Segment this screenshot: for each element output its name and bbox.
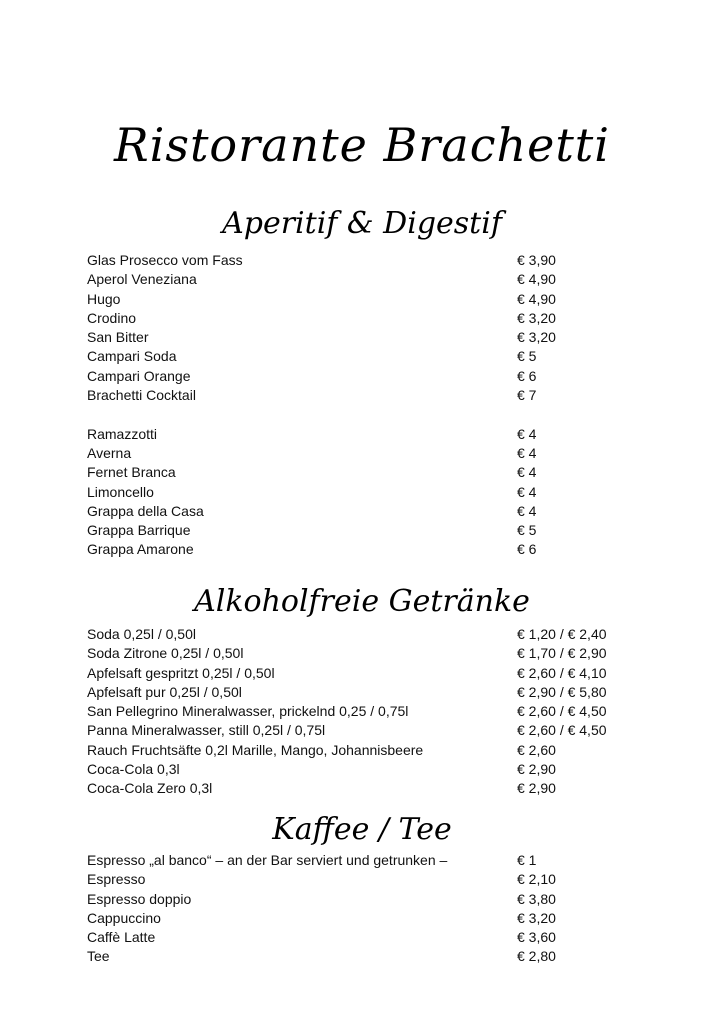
menu-item	[87, 644, 647, 663]
item-name: Fernet Branca	[87, 464, 176, 481]
menu-list-kaffee	[87, 851, 647, 967]
item-price: € 5	[517, 348, 537, 365]
item-price: € 6	[517, 367, 537, 384]
menu-item	[87, 328, 647, 347]
section-heading-kaffee: Kaffee / Tee	[272, 812, 452, 847]
menu-item	[87, 270, 647, 289]
item-price: € 2,80	[517, 948, 556, 965]
item-price: € 3,20	[517, 909, 556, 926]
item-price: € 4,90	[517, 271, 556, 288]
item-name: Caffè Latte	[87, 929, 156, 946]
item-price: € 4,90	[517, 290, 556, 307]
menu-list-alkoholfrei	[87, 625, 647, 799]
item-price: € 2,90 / € 5,80	[517, 683, 607, 700]
menu-item	[87, 483, 647, 502]
item-name: Coca-Cola 0,3l	[87, 761, 180, 778]
menu-item	[87, 463, 647, 482]
item-price: € 2,60 / € 4,50	[517, 722, 607, 739]
item-name: Apfelsaft pur 0,25l / 0,50l	[87, 683, 242, 700]
menu-item	[87, 928, 647, 947]
menu-item	[87, 625, 647, 644]
item-price: € 4	[517, 483, 537, 500]
section-heading-aperitif: Aperitif & Digestif	[222, 206, 502, 241]
item-name: San Pellegrino Mineralwasser, prickelnd 0,25 / 0,75l	[87, 703, 409, 720]
item-price: € 2,60	[517, 741, 556, 758]
menu-item	[87, 386, 647, 405]
menu-item	[87, 947, 647, 966]
menu-item	[87, 909, 647, 928]
item-name: Panna Mineralwasser, still 0,25l / 0,75l	[87, 722, 326, 739]
menu-item	[87, 290, 647, 309]
item-name: Rauch Fruchtsäfte 0,2l Marille, Mango, Johannisbeere	[87, 741, 424, 758]
item-name: Aperol Veneziana	[87, 271, 197, 288]
menu-item	[87, 702, 647, 721]
menu-item	[87, 721, 647, 740]
item-price: € 3,90	[517, 252, 556, 268]
menu-item	[87, 251, 647, 270]
menu-item	[87, 851, 647, 870]
item-name: Hugo	[87, 290, 121, 307]
item-price: € 5	[517, 522, 537, 539]
item-price: € 2,90	[517, 761, 556, 778]
menu-item	[87, 425, 647, 444]
item-price: € 2,60 / € 4,50	[517, 703, 607, 720]
menu-item	[87, 521, 647, 540]
menu-item	[87, 779, 647, 798]
item-name: Cappuccino	[87, 909, 161, 926]
item-name: Grappa Amarone	[87, 541, 194, 558]
menu-item	[87, 540, 647, 559]
menu-list-aperitif	[87, 251, 647, 560]
menu-item	[87, 367, 647, 386]
item-name: Ramazzotti	[87, 425, 158, 442]
item-price: € 1,20 / € 2,40	[517, 626, 607, 642]
item-name: Espresso „al banco“ – an der Bar serviert und getrunken –	[87, 852, 448, 868]
item-name: Campari Orange	[87, 367, 191, 384]
item-name: Grappa Barrique	[87, 522, 191, 539]
item-name: Soda Zitrone 0,25l / 0,50l	[87, 645, 244, 662]
item-name: San Bitter	[87, 329, 149, 346]
item-name: Espresso	[87, 871, 146, 888]
item-price: € 1	[517, 852, 537, 868]
menu-item	[87, 444, 647, 463]
item-price: € 2,10	[517, 871, 556, 888]
item-name: Espresso doppio	[87, 890, 192, 907]
item-price: € 2,90	[517, 780, 556, 797]
item-name: Brachetti Cocktail	[87, 387, 196, 404]
menu-item	[87, 347, 647, 366]
item-price: € 4	[517, 444, 537, 461]
item-name: Averna	[87, 444, 132, 461]
item-name: Coca-Cola Zero 0,3l	[87, 780, 213, 797]
item-name: Campari Soda	[87, 348, 177, 365]
item-price: € 4	[517, 425, 537, 442]
menu-item	[87, 309, 647, 328]
item-price: € 3,80	[517, 890, 556, 907]
item-price: € 3,20	[517, 329, 556, 346]
item-name: Soda 0,25l / 0,50l	[87, 626, 196, 642]
item-name: Glas Prosecco vom Fass	[87, 252, 243, 268]
item-price: € 3,60	[517, 929, 556, 946]
menu-item	[87, 890, 647, 909]
item-price: € 2,60 / € 4,10	[517, 664, 607, 681]
item-name: Limoncello	[87, 483, 154, 500]
item-price: € 4	[517, 502, 537, 519]
item-price: € 7	[517, 387, 537, 404]
group-spacer	[87, 405, 647, 424]
menu-item	[87, 760, 647, 779]
item-name: Tee	[87, 948, 110, 965]
item-name: Grappa della Casa	[87, 502, 204, 519]
item-name: Apfelsaft gespritzt 0,25l / 0,50l	[87, 664, 275, 681]
item-price: € 3,20	[517, 309, 556, 326]
menu-item	[87, 664, 647, 683]
item-price: € 1,70 / € 2,90	[517, 645, 607, 662]
menu-item	[87, 502, 647, 521]
item-price: € 6	[517, 541, 537, 558]
item-price: € 4	[517, 464, 537, 481]
menu-item	[87, 741, 647, 760]
menu-item	[87, 683, 647, 702]
restaurant-title: Ristorante Brachetti	[113, 118, 610, 172]
section-heading-alkoholfrei: Alkoholfreie Getränke	[194, 584, 530, 619]
menu-item	[87, 870, 647, 889]
item-name: Crodino	[87, 309, 137, 326]
